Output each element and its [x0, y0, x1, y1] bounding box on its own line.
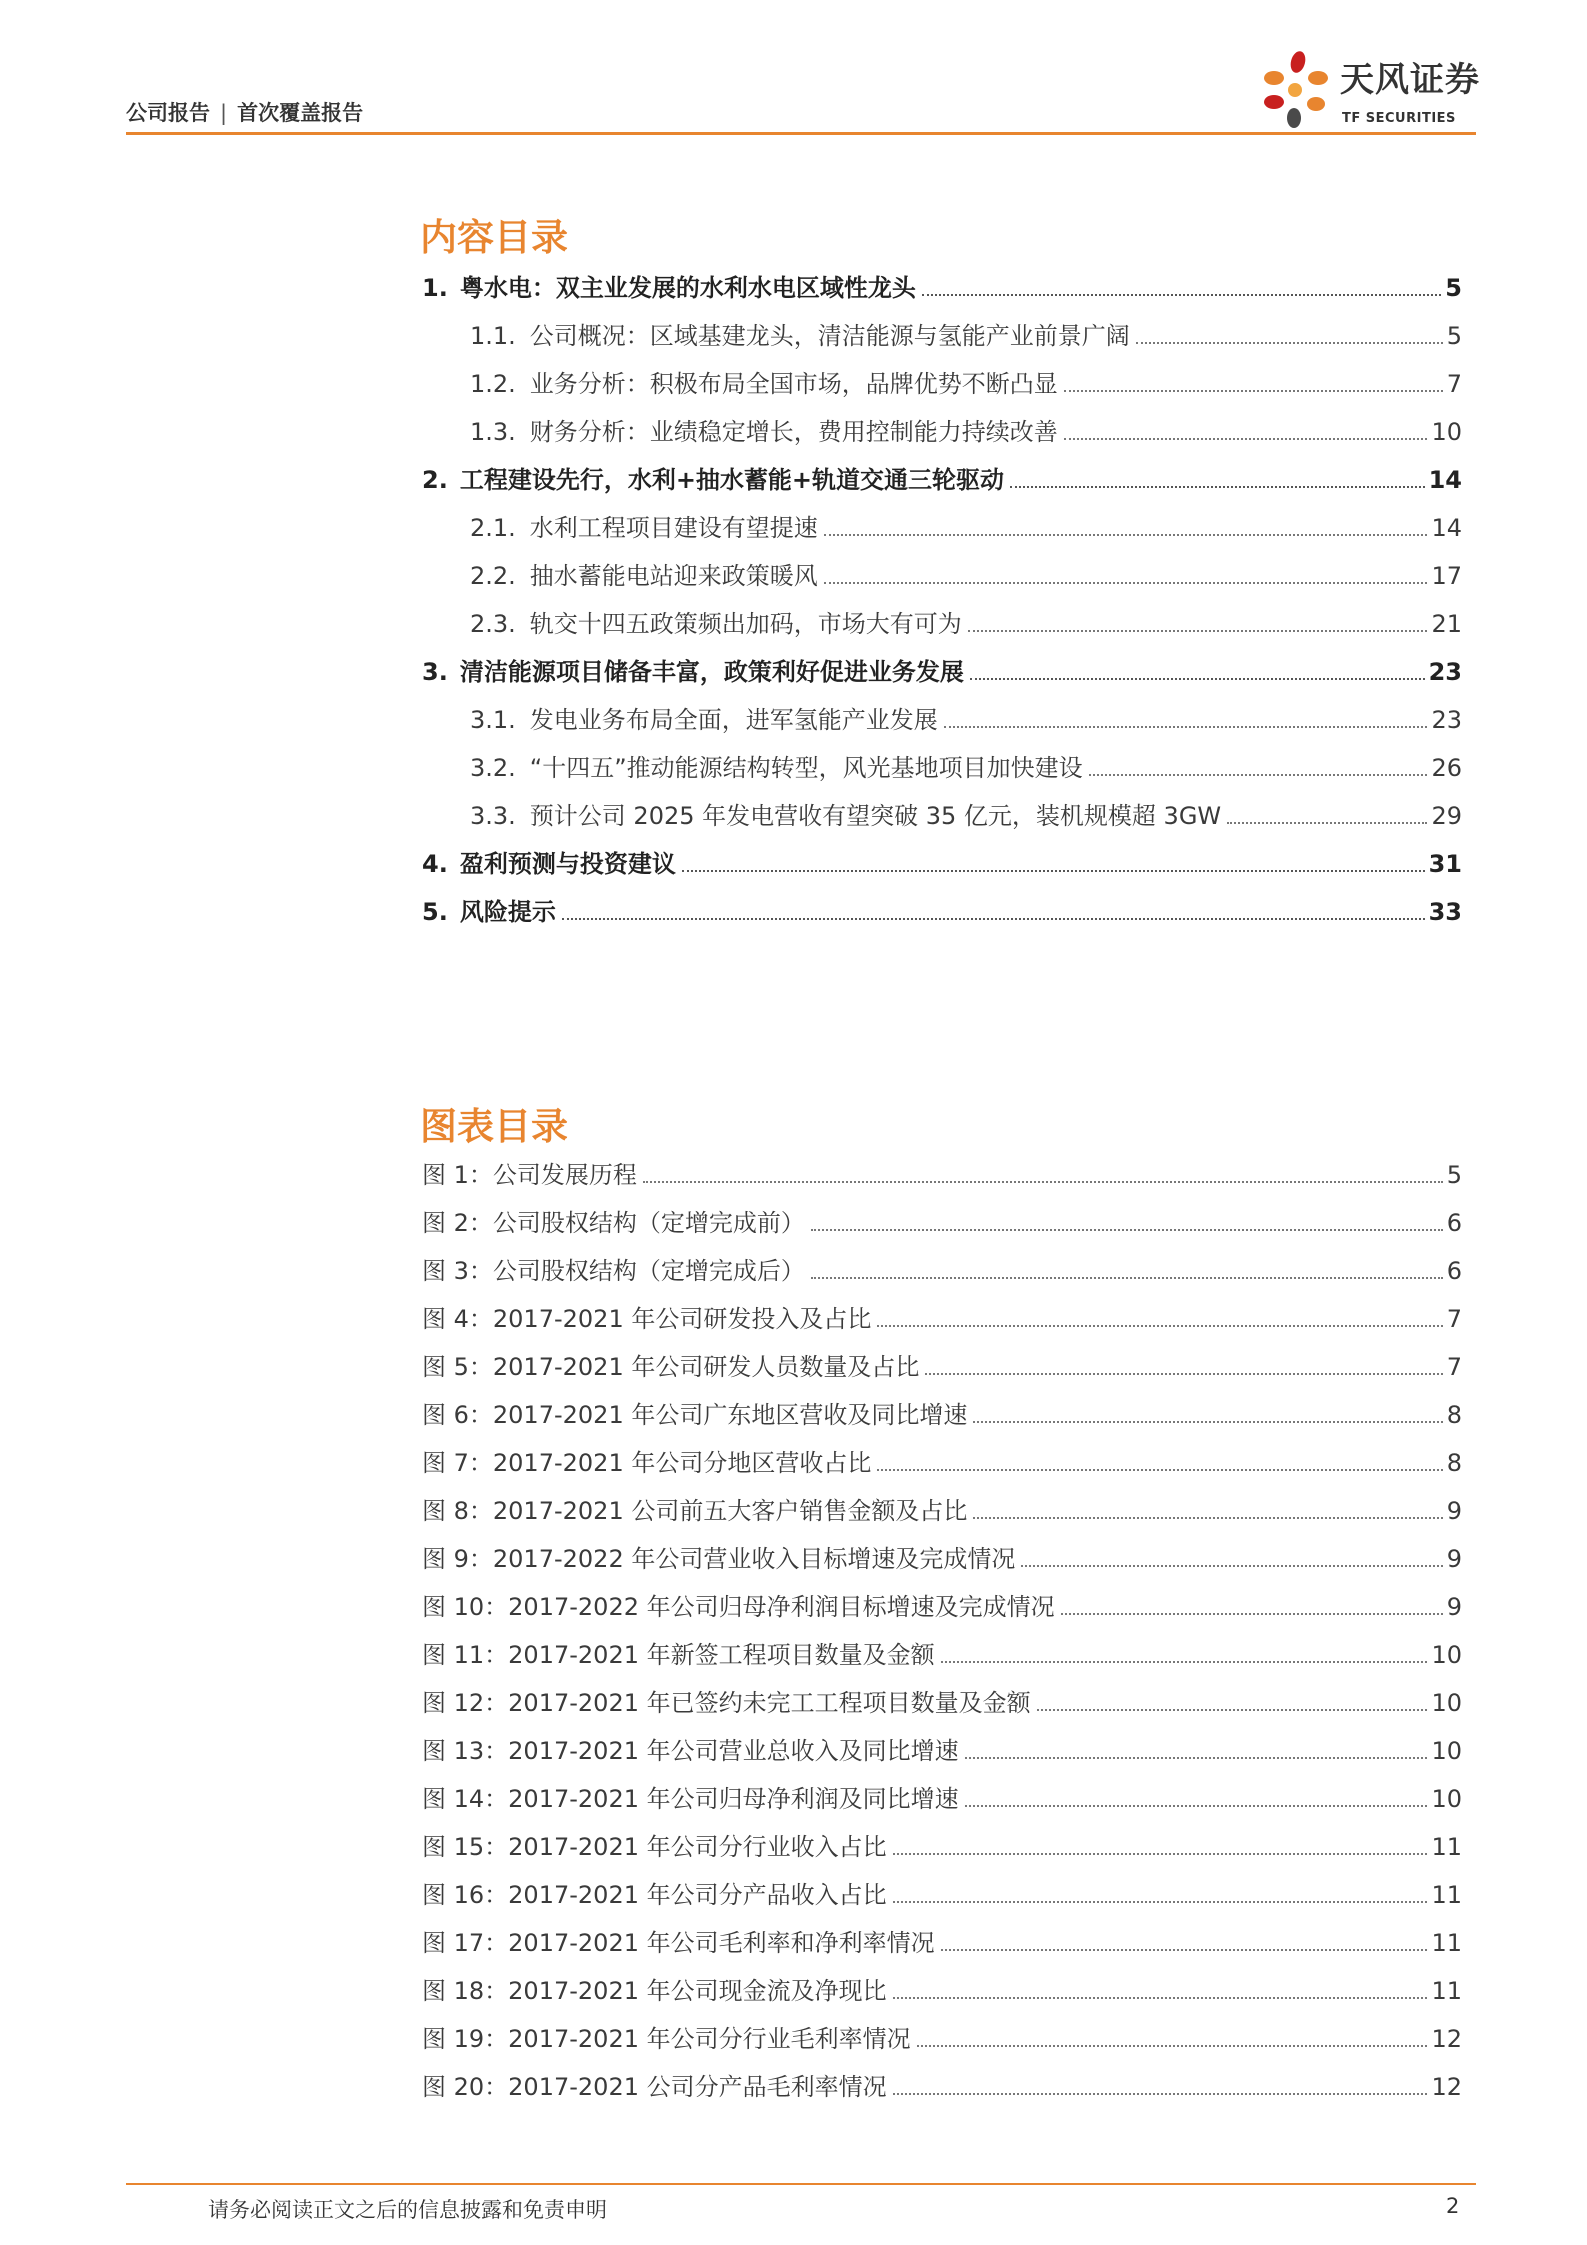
toc-entry[interactable] — [470, 321, 1462, 351]
leader-dots — [811, 1277, 1443, 1279]
figure-entry[interactable] — [422, 1592, 1462, 1622]
toc-entry-page: 7 — [1446, 370, 1462, 398]
toc-entry[interactable] — [422, 273, 1462, 303]
footer-disclaimer: 请务必阅读正文之后的信息披露和免责申明 — [208, 2198, 607, 2222]
leader-dots — [941, 1949, 1428, 1951]
toc-entry[interactable] — [470, 417, 1462, 447]
figure-entry-page: 8 — [1446, 1449, 1462, 1477]
leader-dots — [811, 1229, 1443, 1231]
toc-entry-page: 29 — [1431, 802, 1462, 830]
toc-entry-number: 1.2. — [470, 370, 516, 398]
figure-entry-title: 图 14：2017-2021 年公司归母净利润及同比增速 — [422, 1785, 959, 1813]
figure-entry[interactable] — [422, 2024, 1462, 2054]
toc-entry-title: 水利工程项目建设有望提速 — [529, 514, 818, 542]
toc-entry-page: 21 — [1431, 610, 1462, 638]
figure-entry-title: 图 6：2017-2021 年公司广东地区营收及同比增速 — [422, 1401, 968, 1429]
figure-entry[interactable] — [422, 1784, 1462, 1814]
figure-entry-page: 10 — [1431, 1641, 1462, 1669]
toc-entry-title: 预计公司 2025 年发电营收有望突破 35 亿元，装机规模超 3GW — [529, 802, 1222, 830]
figure-entry-page: 6 — [1446, 1257, 1462, 1285]
figure-entry-title: 图 5：2017-2021 年公司研发人员数量及占比 — [422, 1353, 920, 1381]
leader-dots — [1021, 1565, 1442, 1567]
toc-entry-title: 发电业务布局全面，进军氢能产业发展 — [529, 706, 938, 734]
toc-entry-title: 抽水蓄能电站迎来政策暖风 — [529, 562, 818, 590]
figure-entry-page: 7 — [1446, 1305, 1462, 1333]
figure-entry-page: 12 — [1431, 2025, 1462, 2053]
toc-entry-title: 财务分析：业绩稳定增长，费用控制能力持续改善 — [529, 418, 1058, 446]
report-type: 公司报告 — [126, 101, 210, 125]
toc-entry-number: 5. — [422, 898, 448, 926]
leader-dots — [824, 534, 1428, 536]
figure-entry-page: 10 — [1431, 1737, 1462, 1765]
report-subtype: 首次覆盖报告 — [237, 101, 364, 125]
leader-dots — [877, 1325, 1442, 1327]
figure-entry-title: 图 7：2017-2021 年公司分地区营收占比 — [422, 1449, 872, 1477]
leader-dots — [893, 1997, 1428, 1999]
leader-dots — [1037, 1709, 1428, 1711]
figure-entry[interactable] — [422, 1496, 1462, 1526]
toc-entry-number: 3.3. — [470, 802, 516, 830]
figure-entry-page: 6 — [1446, 1209, 1462, 1237]
toc-entry-page: 14 — [1431, 514, 1462, 542]
leader-dots — [970, 678, 1425, 680]
leader-dots — [1064, 438, 1428, 440]
footer-divider — [126, 2183, 1476, 2185]
toc-entry-page: 31 — [1428, 850, 1462, 878]
toc-entry-title: 清洁能源项目储备丰富，政策利好促进业务发展 — [459, 658, 964, 686]
figure-entry-title: 图 8：2017-2021 公司前五大客户销售金额及占比 — [422, 1497, 968, 1525]
figure-entry[interactable] — [422, 1688, 1462, 1718]
figure-entry-title: 图 20：2017-2021 公司分产品毛利率情况 — [422, 2073, 887, 2101]
header-separator: | — [220, 101, 228, 125]
figure-entry[interactable] — [422, 1448, 1462, 1478]
figure-entry-title: 图 15：2017-2021 年公司分行业收入占比 — [422, 1833, 887, 1861]
toc-entry-number: 1.1. — [470, 322, 516, 350]
leader-dots — [893, 1853, 1428, 1855]
toc-entry-page: 17 — [1431, 562, 1462, 590]
report-category — [126, 97, 363, 127]
figures-heading: 图表目录 — [420, 1105, 568, 1148]
figure-entry-page: 9 — [1446, 1593, 1462, 1621]
toc-entry[interactable] — [422, 465, 1462, 495]
leader-dots — [922, 294, 1441, 296]
toc-entry-title: 公司概况：区域基建龙头，清洁能源与氢能产业前景广阔 — [529, 322, 1130, 350]
leader-dots — [893, 2093, 1428, 2095]
figure-entry-page: 8 — [1446, 1401, 1462, 1429]
figure-entry-title: 图 1：公司发展历程 — [422, 1161, 637, 1189]
leader-dots — [893, 1901, 1428, 1903]
toc-entry-number: 1. — [422, 274, 448, 302]
toc-entry[interactable] — [470, 561, 1462, 591]
leader-dots — [643, 1181, 1443, 1183]
logo-text-cn: 天风证券 — [1340, 60, 1480, 100]
leader-dots — [1064, 390, 1443, 392]
toc-entry[interactable] — [470, 801, 1462, 831]
toc-entry-number: 2. — [422, 466, 448, 494]
figure-entry[interactable] — [422, 1256, 1462, 1286]
toc-entry[interactable] — [422, 849, 1462, 879]
figure-entry-title: 图 13：2017-2021 年公司营业总收入及同比增速 — [422, 1737, 959, 1765]
figure-entry-page: 11 — [1431, 1833, 1462, 1861]
figure-entry-title: 图 17：2017-2021 年公司毛利率和净利率情况 — [422, 1929, 935, 1957]
toc-entry-number: 3.1. — [470, 706, 516, 734]
leader-dots — [968, 630, 1428, 632]
leader-dots — [917, 2045, 1428, 2047]
figure-entry-title: 图 4：2017-2021 年公司研发投入及占比 — [422, 1305, 872, 1333]
leader-dots — [877, 1469, 1442, 1471]
figure-entry-title: 图 16：2017-2021 年公司分产品收入占比 — [422, 1881, 887, 1909]
figure-entry[interactable] — [422, 1976, 1462, 2006]
figure-entry-title: 图 12：2017-2021 年已签约未完工工程项目数量及金额 — [422, 1689, 1031, 1717]
figure-entry-title: 图 10：2017-2022 年公司归母净利润目标增速及完成情况 — [422, 1593, 1055, 1621]
leader-dots — [965, 1805, 1428, 1807]
leader-dots — [925, 1373, 1442, 1375]
toc-entry-number: 1.3. — [470, 418, 516, 446]
figure-entry[interactable] — [422, 1736, 1462, 1766]
toc-entry[interactable] — [470, 705, 1462, 735]
toc-entry-title: 工程建设先行，水利+抽水蓄能+轨道交通三轮驱动 — [459, 466, 1005, 494]
figure-entry-page: 11 — [1431, 1977, 1462, 2005]
leader-dots — [973, 1421, 1442, 1423]
leader-dots — [1061, 1613, 1443, 1615]
leader-dots — [1136, 342, 1443, 344]
toc-entry-page: 10 — [1431, 418, 1462, 446]
toc-entry-number: 2.3. — [470, 610, 516, 638]
leader-dots — [1227, 822, 1427, 824]
leader-dots — [1089, 774, 1428, 776]
footer-page-number: 2 — [1446, 2194, 1460, 2218]
tf-securities-logo — [1250, 48, 1480, 132]
figure-entry-page: 11 — [1431, 1929, 1462, 1957]
leader-dots — [944, 726, 1428, 728]
leader-dots — [973, 1517, 1442, 1519]
toc-entry-page: 14 — [1428, 466, 1462, 494]
toc-entry-title: “十四五”推动能源结构转型，风光基地项目加快建设 — [529, 754, 1083, 782]
toc-entry-title: 风险提示 — [459, 898, 556, 926]
figure-entry[interactable] — [422, 1880, 1462, 1910]
figure-entry-page: 10 — [1431, 1689, 1462, 1717]
toc-entry-title: 轨交十四五政策频出加码，市场大有可为 — [529, 610, 962, 638]
toc-entry-page: 23 — [1431, 706, 1462, 734]
figure-entry-page: 5 — [1446, 1161, 1462, 1189]
figure-entry[interactable] — [422, 1352, 1462, 1382]
leader-dots — [941, 1661, 1428, 1663]
figure-entry-title: 图 3：公司股权结构（定增完成后） — [422, 1257, 805, 1285]
figure-entry[interactable] — [422, 1544, 1462, 1574]
toc-entry-title: 盈利预测与投资建议 — [459, 850, 676, 878]
figure-entry-title: 图 18：2017-2021 年公司现金流及净现比 — [422, 1977, 887, 2005]
leader-dots — [824, 582, 1428, 584]
toc-entry-number: 2.1. — [470, 514, 516, 542]
toc-heading: 内容目录 — [420, 216, 568, 259]
toc-entry[interactable] — [470, 753, 1462, 783]
figure-entry[interactable] — [422, 1832, 1462, 1862]
toc-entry-page: 33 — [1428, 898, 1462, 926]
toc-entry[interactable] — [470, 513, 1462, 543]
toc-entry[interactable] — [422, 657, 1462, 687]
toc-entry-number: 3. — [422, 658, 448, 686]
toc-entry-number: 3.2. — [470, 754, 516, 782]
figure-entry[interactable] — [422, 1160, 1462, 1190]
figure-entry-page: 12 — [1431, 2073, 1462, 2101]
figure-entry-title: 图 19：2017-2021 年公司分行业毛利率情况 — [422, 2025, 911, 2053]
figure-entry-page: 11 — [1431, 1881, 1462, 1909]
toc-entry-page: 5 — [1446, 322, 1462, 350]
figure-entry-title: 图 9：2017-2022 年公司营业收入目标增速及完成情况 — [422, 1545, 1016, 1573]
figure-entry-page: 10 — [1431, 1785, 1462, 1813]
toc-entry-title: 粤水电：双主业发展的水利水电区域性龙头 — [459, 274, 916, 302]
toc-entry-page: 5 — [1445, 274, 1462, 302]
figure-entry-title: 图 2：公司股权结构（定增完成前） — [422, 1209, 805, 1237]
toc-entry[interactable] — [470, 609, 1462, 639]
figure-entry[interactable] — [422, 1640, 1462, 1670]
flower-logo-icon — [1250, 48, 1340, 132]
toc-entry-title: 业务分析：积极布局全国市场，品牌优势不断凸显 — [529, 370, 1058, 398]
figure-entry[interactable] — [422, 1928, 1462, 1958]
figure-entry-page: 7 — [1446, 1353, 1462, 1381]
figure-entry-title: 图 11：2017-2021 年新签工程项目数量及金额 — [422, 1641, 935, 1669]
leader-dots — [562, 918, 1425, 920]
header-divider — [126, 132, 1476, 135]
leader-dots — [682, 870, 1425, 872]
figure-entry[interactable] — [422, 1304, 1462, 1334]
toc-entry-page: 23 — [1428, 658, 1462, 686]
figure-entry-page: 9 — [1446, 1497, 1462, 1525]
leader-dots — [965, 1757, 1428, 1759]
leader-dots — [1010, 486, 1425, 488]
figure-entry[interactable] — [422, 2072, 1462, 2102]
figure-entry[interactable] — [422, 1208, 1462, 1238]
toc-entry-page: 26 — [1431, 754, 1462, 782]
logo-text-en: TF SECURITIES — [1342, 111, 1456, 126]
toc-entry-number: 2.2. — [470, 562, 516, 590]
toc-entry-number: 4. — [422, 850, 448, 878]
figure-entry-page: 9 — [1446, 1545, 1462, 1573]
figure-entry[interactable] — [422, 1400, 1462, 1430]
toc-entry[interactable] — [470, 369, 1462, 399]
toc-entry[interactable] — [422, 897, 1462, 927]
